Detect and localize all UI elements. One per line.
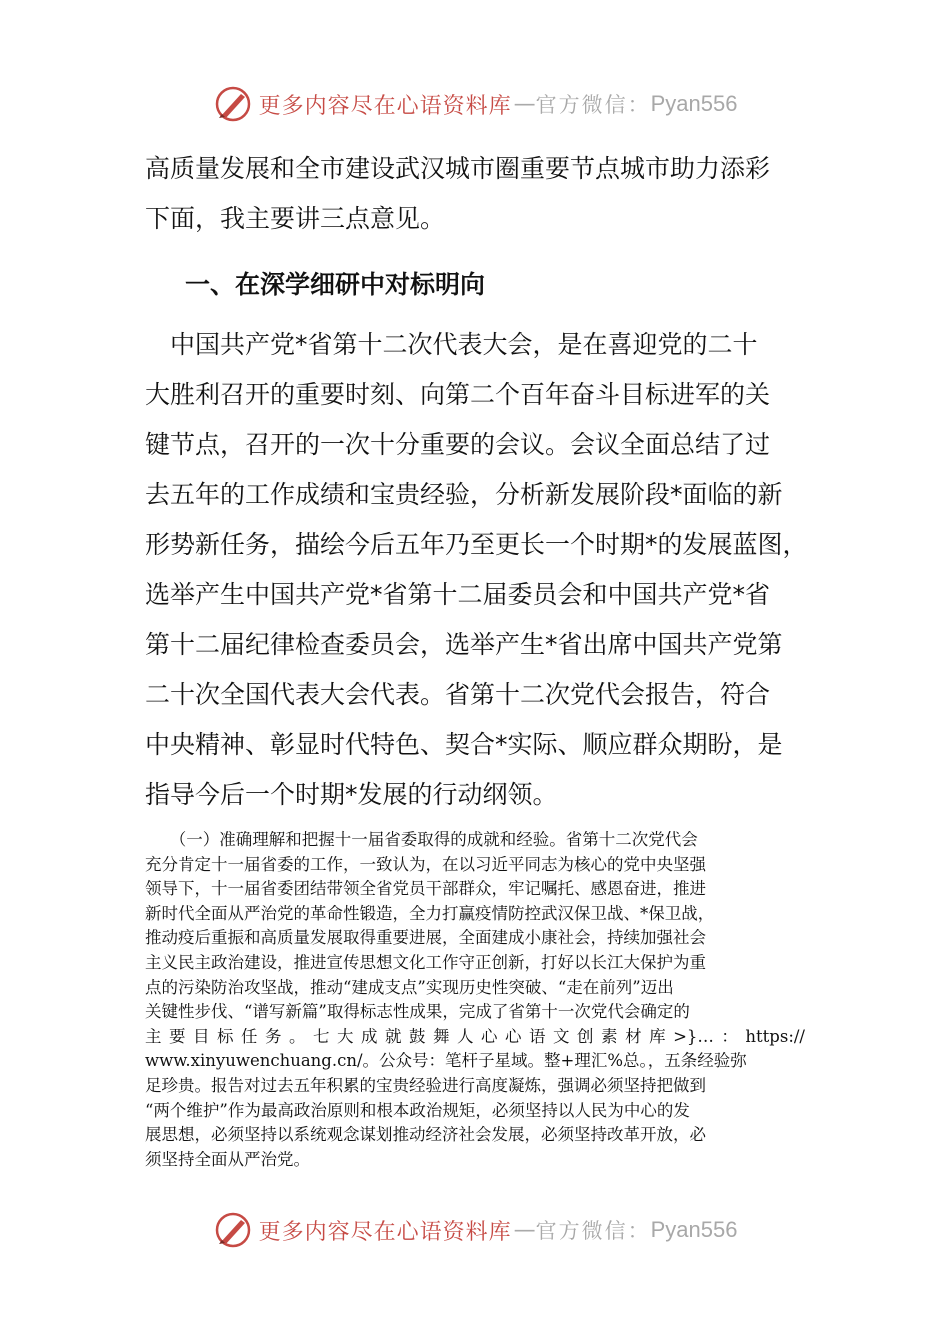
- main-line: 二十次全国代表大会代表。省第十二次党代会报告，符合: [145, 680, 771, 709]
- sub-line: 主要目标任务。七大成就鼓舞人心心语文创素材库>}…：https://: [145, 1026, 805, 1046]
- intro-line: 下面，我主要讲三点意见。: [145, 204, 446, 233]
- section-heading: 一、在深学细研中对标明向: [185, 270, 486, 299]
- footer-wechat-label: 官方微信：: [535, 1219, 651, 1243]
- main-paragraph: [145, 320, 815, 820]
- pen-logo-icon: [213, 84, 253, 124]
- sub-line: 点的污染防治攻坚战，推动“建成支点”实现历史性突破、“走在前列”迈出: [145, 977, 674, 997]
- pen-logo-icon: [213, 1210, 253, 1250]
- main-line: 形势新任务，描绘今后五年乃至更长一个时期*的发展蓝图，: [145, 530, 808, 559]
- main-line: 键节点，召开的一次十分重要的会议。会议全面总结了过: [145, 430, 771, 459]
- sub-line: 主义民主政治建设，推进宣传思想文化工作守正创新，打好以长江大保护为重: [145, 952, 706, 972]
- header-wechat-label: 官方微信：: [535, 93, 651, 117]
- intro-line: 高质量发展和全市建设武汉城市圈重要节点城市助力添彩: [145, 154, 771, 183]
- main-line: 中央精神、彰显时代特色、契合*实际、顺应群众期盼，是: [145, 730, 783, 759]
- main-line: 第十二届纪律检查委员会，选举产生*省出席中国共产党第: [145, 630, 783, 659]
- header-banner: [0, 82, 950, 126]
- main-line: 大胜利召开的重要时刻、向第二个百年奋斗目标进军的关: [145, 380, 771, 409]
- main-line: 指导今后一个时期*发展的行动纲领。: [145, 780, 558, 809]
- footer-dash: —: [513, 1217, 534, 1243]
- main-line: 中国共产党*省第十二次代表大会，是在喜迎党的二十: [145, 330, 758, 359]
- footer-wechat-id: Pyan556: [650, 1217, 738, 1242]
- sub-paragraph: [145, 828, 805, 1172]
- sub-line: 足珍贵。报告对过去五年积累的宝贵经验进行高度凝炼，强调必须坚持把做到: [145, 1075, 706, 1095]
- sub-line: 关键性步伐、“谱写新篇”取得标志性成果，完成了省第十一次党代会确定的: [145, 1002, 690, 1022]
- header-brand: 更多内容尽在心语资料库: [258, 93, 512, 119]
- sub-line: www.xinyuwenchuang.cn/。公众号：笔杆子星域。整+理汇%总。，五条经验弥: [145, 1051, 747, 1071]
- sub-line: 须坚持全面从严治党。: [145, 1149, 310, 1169]
- intro-paragraph: [145, 144, 815, 244]
- sub-line: 充分肯定十一届省委的工作，一致认为，在以习近平同志为核心的党中央坚强: [145, 854, 706, 874]
- footer-brand: 更多内容尽在心语资料库: [258, 1219, 512, 1245]
- footer-banner: [0, 1208, 950, 1252]
- sub-line: 展思想，必须坚持以系统观念谋划推动经济社会发展，必须坚持改革开放，必: [145, 1125, 706, 1145]
- sub-line: “两个维护”作为最高政治原则和根本政治规矩，必须坚持以人民为中心的发: [145, 1100, 690, 1120]
- header-wechat-id: Pyan556: [650, 91, 738, 116]
- sub-line: （一）准确理解和把握十一届省委取得的成就和经验。省第十二次党代会: [145, 830, 698, 849]
- sub-line: 新时代全面从严治党的革命性锻造，全力打赢疫情防控武汉保卫战、*保卫战，: [145, 903, 715, 923]
- sub-line: 领导下，十一届省委团结带领全省党员干部群众，牢记嘱托、感恩奋进，推进: [145, 879, 706, 899]
- header-dash: —: [513, 91, 534, 117]
- sub-line: 推动疫后重振和高质量发展取得重要进展，全面建成小康社会，持续加强社会: [145, 928, 706, 948]
- main-line: 去五年的工作成绩和宝贵经验，分析新发展阶段*面临的新: [145, 480, 783, 509]
- main-line: 选举产生中国共产党*省第十二届委员会和中国共产党*省: [145, 580, 771, 609]
